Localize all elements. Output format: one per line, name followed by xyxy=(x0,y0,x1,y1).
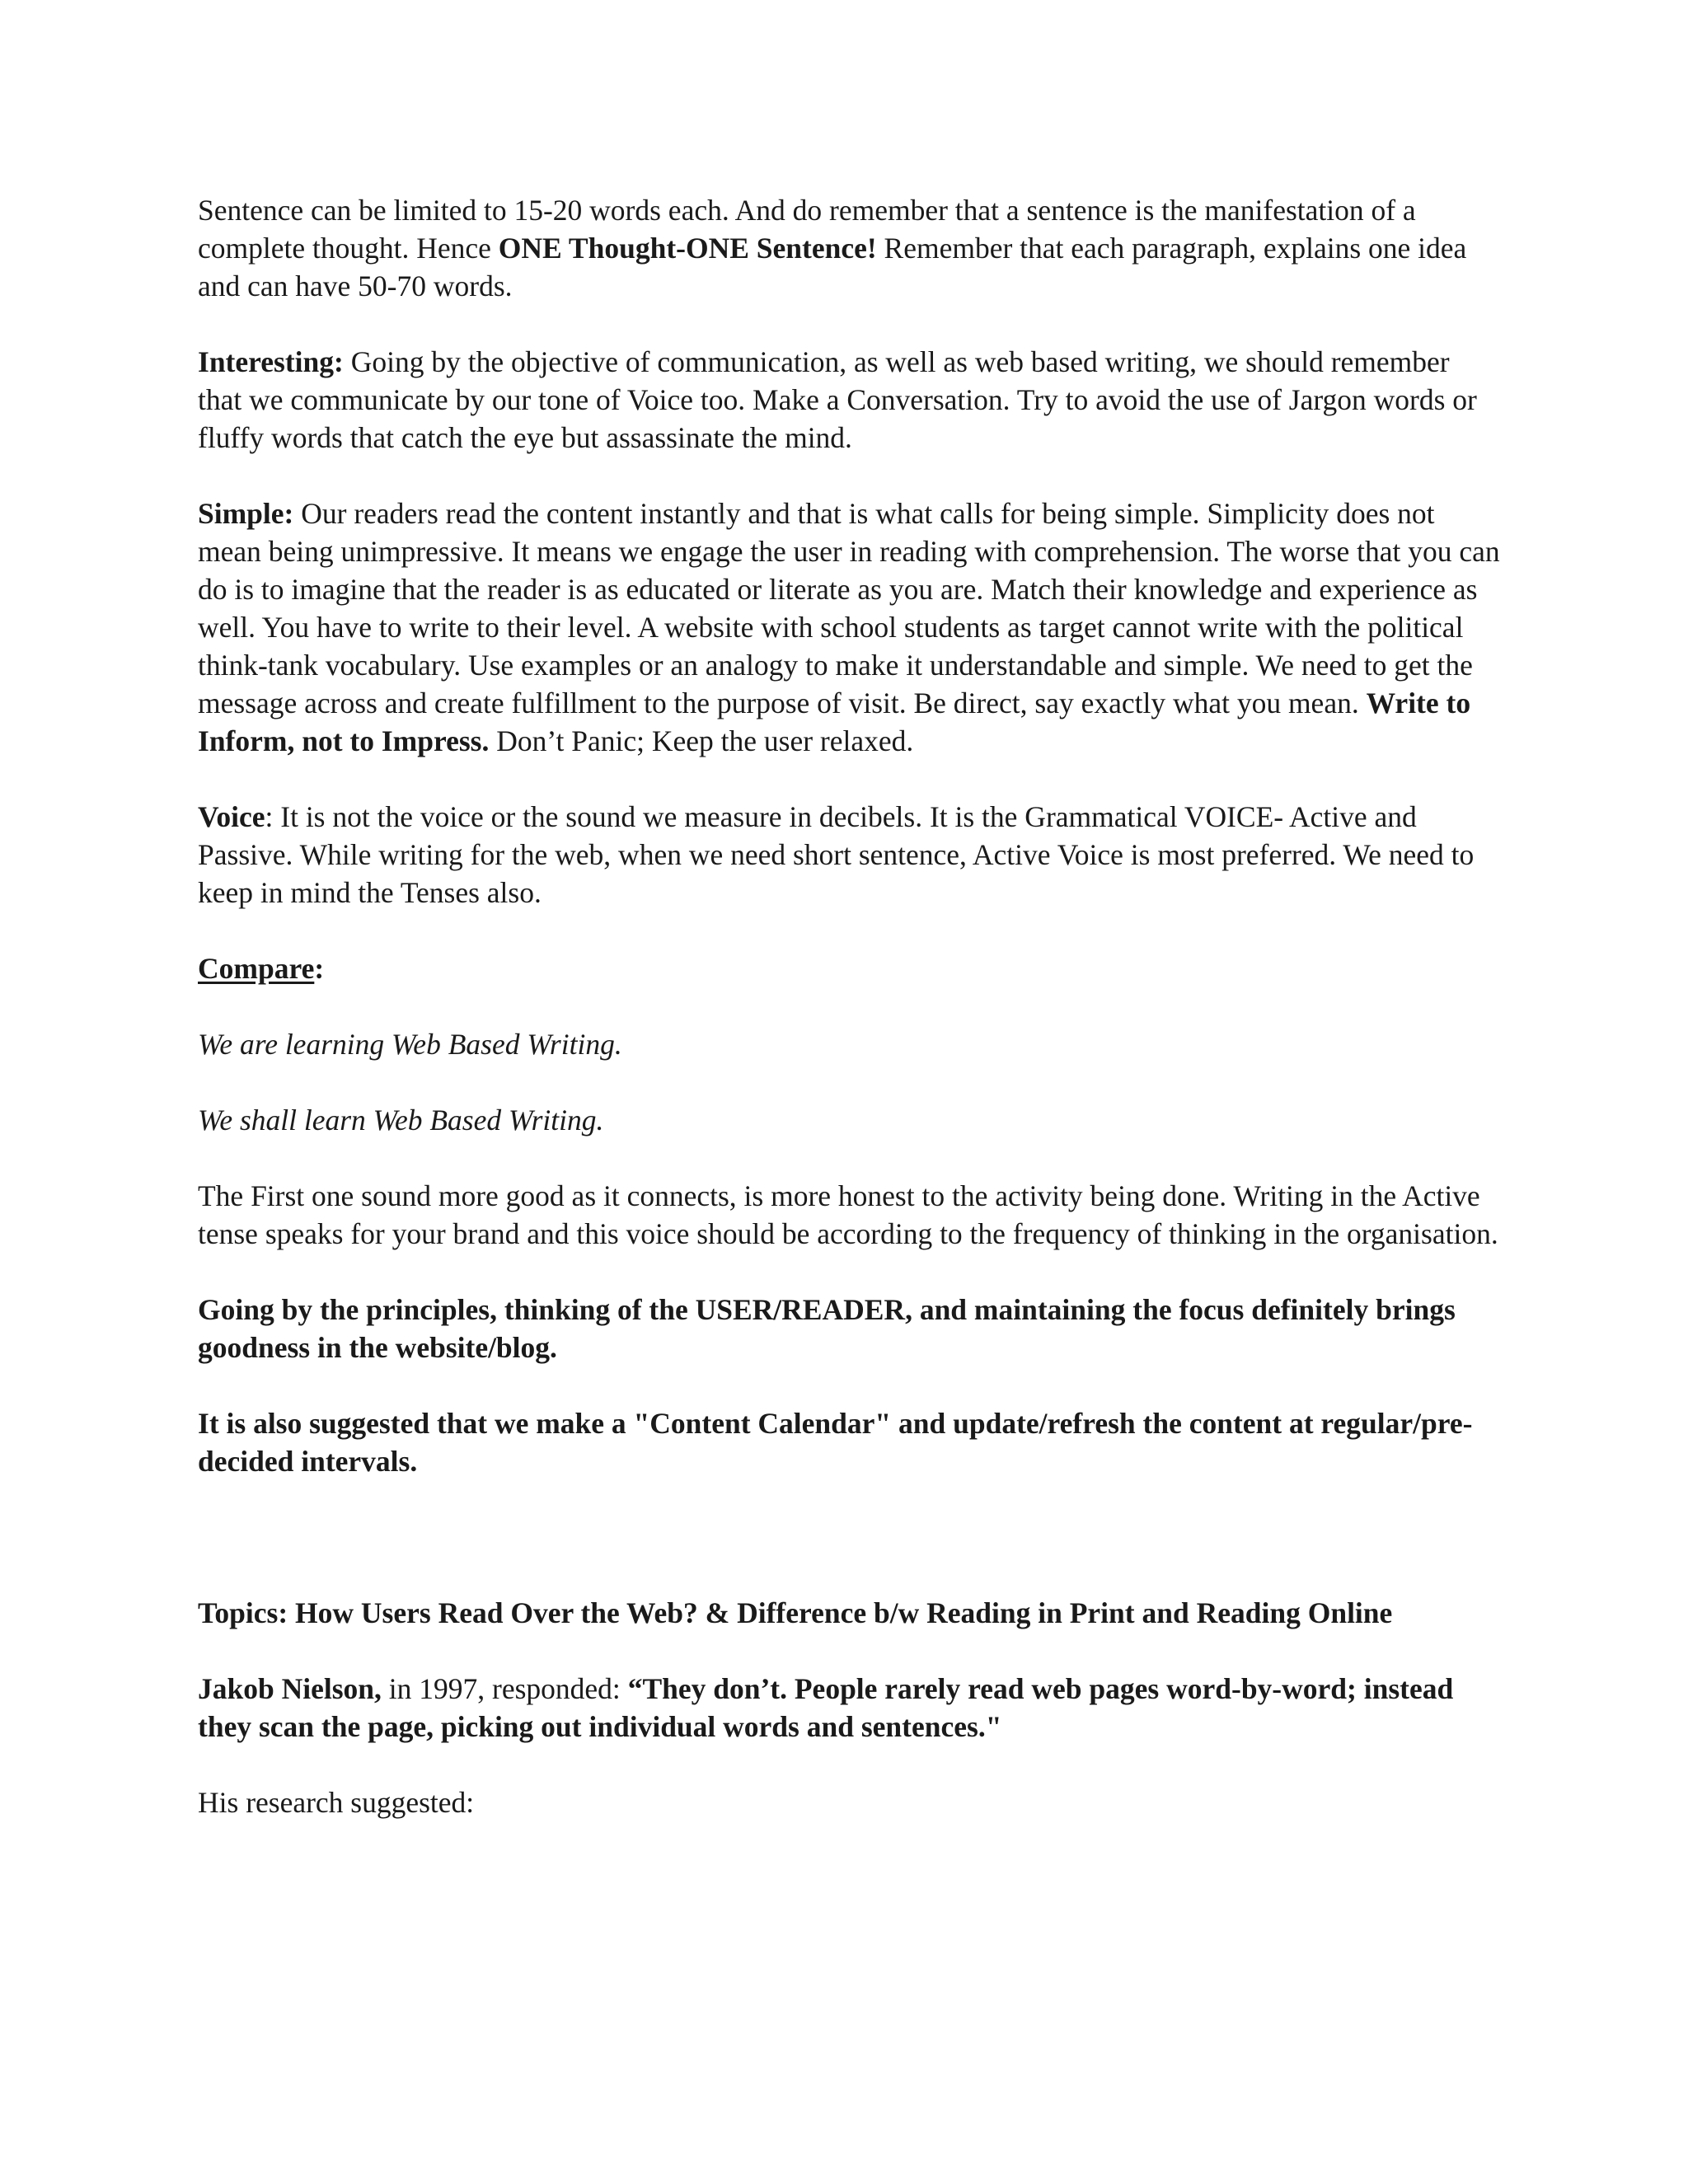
compare-colon: : xyxy=(314,952,325,985)
topics-heading: Topics: How Users Read Over the Web? & Difference b/w Reading in Print and Reading Online xyxy=(198,1596,1393,1629)
example-future: We shall learn Web Based Writing. xyxy=(198,1104,604,1137)
paragraph-voice xyxy=(198,798,1500,912)
paragraph-text: Going by the objective of communication, as well as web based writing, we should remember that we communicate by our tone of Voice too. Make a Conversation. Try to avoid the use of Jargon words or fluffy words that catch the eye but assassinate the mind. xyxy=(198,345,1477,454)
paragraph-research: His research suggested: xyxy=(198,1786,475,1819)
paragraph-simple xyxy=(198,494,1500,760)
compare-label: Compare xyxy=(198,952,315,985)
paragraph-sentence-length xyxy=(198,191,1500,305)
bold-phrase: ONE Thought-ONE Sentence! xyxy=(498,232,877,265)
example-active: We are learning Web Based Writing. xyxy=(198,1028,622,1061)
paragraph-nielson xyxy=(198,1670,1500,1746)
paragraph-text: Sentence can be limited to 15-20 words each. And do remember that a sentence is the manifestation of a complete thought. Hence xyxy=(198,194,1416,265)
compare-heading xyxy=(198,949,1500,987)
paragraph-text: Our readers read the content instantly and that is what calls for being simple. Simplicity does not mean being unimpressive. It means we engage the user in reading with comprehension. The worse that you can do is to imagine that the reader is as educated or literate as you are. Match their knowledge and experience as well. You have to write to their level. A website with school students as target cannot write with the political think-tank vocabulary. Use examples or an analogy to make it understandable and simple. We need to get the message across and create fulfillment to the purpose of visit. Be direct, say exactly what you mean. xyxy=(198,497,1500,719)
paragraph-text: Don’t Panic; Keep the user relaxed. xyxy=(489,724,914,757)
bold-phrase: Write to Inform, not to Impress. xyxy=(198,687,1471,757)
paragraph-first-one: The First one sound more good as it connects, is more honest to the activity being done. Writing in the Active tense speaks for your brand and this voice should be according to the frequency of thinking in the organisation. xyxy=(198,1179,1498,1250)
paragraph-principles: Going by the principles, thinking of the USER/READER, and maintaining the focus definitely brings goodness in the website/blog. xyxy=(198,1293,1456,1364)
paragraph-text: in 1997, responded: xyxy=(381,1672,628,1705)
document-body xyxy=(198,191,1500,1859)
paragraph-content-calendar: It is also suggested that we make a "Content Calendar" and update/refresh the content at regular/pre-decided intervals. xyxy=(198,1407,1473,1478)
author-name: Jakob Nielson, xyxy=(198,1672,382,1705)
paragraph-text: Remember that each paragraph, explains one idea and can have 50-70 words. xyxy=(198,232,1467,302)
paragraph-label: Simple: xyxy=(198,497,294,530)
paragraph-label: Voice xyxy=(198,800,265,833)
paragraph-text: : It is not the voice or the sound we measure in decibels. It is the Grammatical VOICE- Active and Passive. While writing for the web, when we need short sentence, Active Voice is most preferred. We need to keep in mind the Tenses also. xyxy=(198,800,1475,909)
quote: “They don’t. People rarely read web pages word-by-word; instead they scan the page, picking out individual words and sentences." xyxy=(198,1672,1454,1743)
paragraph-interesting xyxy=(198,343,1500,457)
paragraph-label: Interesting: xyxy=(198,345,344,378)
